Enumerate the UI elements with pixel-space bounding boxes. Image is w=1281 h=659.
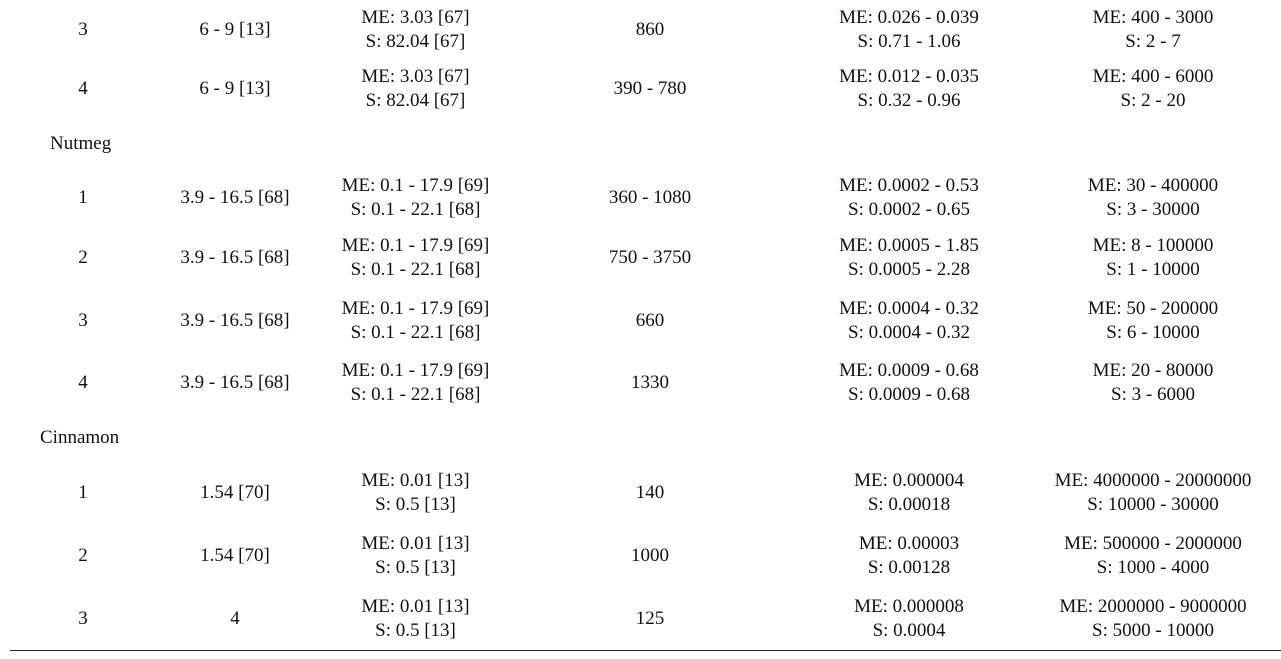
cell-col6: ME: 20 - 80000 S: 3 - 6000	[1092, 360, 1214, 405]
cell-col2: 6 - 9 [13]	[199, 78, 271, 99]
cell-col5: ME: 0.0004 - 0.32 S: 0.0004 - 0.32	[839, 298, 979, 343]
cell-col4: 1000	[631, 545, 669, 566]
table-bottom-rule	[10, 650, 1281, 651]
table-row	[0, 357, 1281, 409]
cell-col4: 390 - 780	[613, 78, 687, 99]
cell-col2: 3.9 - 16.5 [68]	[180, 372, 290, 393]
cell-col4: 1330	[631, 372, 669, 393]
cell-col5: ME: 0.012 - 0.035 S: 0.32 - 0.96	[839, 66, 979, 111]
cell-col6: ME: 400 - 6000 S: 2 - 20	[1092, 66, 1214, 111]
cell-col3: ME: 0.01 [13] S: 0.5 [13]	[361, 596, 470, 641]
cell-index: 1	[78, 482, 88, 503]
table-row	[0, 530, 1281, 582]
table-row	[0, 593, 1281, 645]
cell-col6: ME: 50 - 200000 S: 6 - 10000	[1087, 298, 1219, 343]
cell-col6: ME: 500000 - 2000000 S: 1000 - 4000	[1064, 533, 1242, 578]
table-row	[0, 4, 1281, 56]
cell-col3: ME: 0.1 - 17.9 [69] S: 0.1 - 22.1 [68]	[341, 360, 490, 405]
cell-col5: ME: 0.000004 S: 0.00018	[854, 470, 964, 515]
section-title-nutmeg: Nutmeg	[50, 133, 112, 154]
cell-col4: 660	[635, 310, 665, 331]
cell-index: 1	[78, 187, 88, 208]
cell-col3: ME: 3.03 [67] S: 82.04 [67]	[361, 7, 470, 52]
cell-index: 2	[78, 545, 88, 566]
section-title-cinnamon: Cinnamon	[40, 427, 120, 448]
cell-index: 4	[78, 78, 88, 99]
cell-col5: ME: 0.026 - 0.039 S: 0.71 - 1.06	[839, 7, 979, 52]
cell-col4: 125	[635, 608, 665, 629]
cell-col3: ME: 3.03 [67] S: 82.04 [67]	[361, 66, 470, 111]
cell-col2: 3.9 - 16.5 [68]	[180, 187, 290, 208]
cell-col3: ME: 0.1 - 17.9 [69] S: 0.1 - 22.1 [68]	[341, 235, 490, 280]
cell-col3: ME: 0.1 - 17.9 [69] S: 0.1 - 22.1 [68]	[341, 175, 490, 220]
cell-index: 3	[78, 608, 88, 629]
table-row	[0, 232, 1281, 284]
cell-index: 4	[78, 372, 88, 393]
cell-index: 3	[78, 19, 88, 40]
cell-col5: ME: 0.0005 - 1.85 S: 0.0005 - 2.28	[839, 235, 979, 280]
table-row	[0, 467, 1281, 519]
cell-col2: 3.9 - 16.5 [68]	[180, 310, 290, 331]
cell-col3: ME: 0.1 - 17.9 [69] S: 0.1 - 22.1 [68]	[341, 298, 490, 343]
cell-col4: 860	[635, 19, 665, 40]
cell-col5: ME: 0.0002 - 0.53 S: 0.0002 - 0.65	[839, 175, 979, 220]
cell-col2: 6 - 9 [13]	[199, 19, 271, 40]
cell-col4: 750 - 3750	[608, 247, 692, 268]
cell-col6: ME: 8 - 100000 S: 1 - 10000	[1092, 235, 1214, 280]
table-row	[0, 172, 1281, 224]
cell-col5: ME: 0.00003 S: 0.00128	[858, 533, 960, 578]
cell-col5: ME: 0.0009 - 0.68 S: 0.0009 - 0.68	[839, 360, 979, 405]
cell-col2: 3.9 - 16.5 [68]	[180, 247, 290, 268]
cell-col5: ME: 0.000008 S: 0.0004	[854, 596, 964, 641]
cell-col4: 140	[635, 482, 665, 503]
cell-index: 2	[78, 247, 88, 268]
table-row	[0, 295, 1281, 347]
cell-col4: 360 - 1080	[608, 187, 692, 208]
cell-col3: ME: 0.01 [13] S: 0.5 [13]	[361, 470, 470, 515]
cell-col2: 4	[230, 608, 240, 629]
cell-col6: ME: 30 - 400000 S: 3 - 30000	[1087, 175, 1219, 220]
cell-col6: ME: 2000000 - 9000000 S: 5000 - 10000	[1059, 596, 1247, 641]
cell-col6: ME: 4000000 - 20000000 S: 10000 - 30000	[1054, 470, 1252, 515]
cell-col3: ME: 0.01 [13] S: 0.5 [13]	[361, 533, 470, 578]
cell-col2: 1.54 [70]	[200, 482, 270, 503]
cell-index: 3	[78, 310, 88, 331]
table-row	[0, 63, 1281, 115]
cell-col6: ME: 400 - 3000 S: 2 - 7	[1092, 7, 1214, 52]
cell-col2: 1.54 [70]	[200, 545, 270, 566]
